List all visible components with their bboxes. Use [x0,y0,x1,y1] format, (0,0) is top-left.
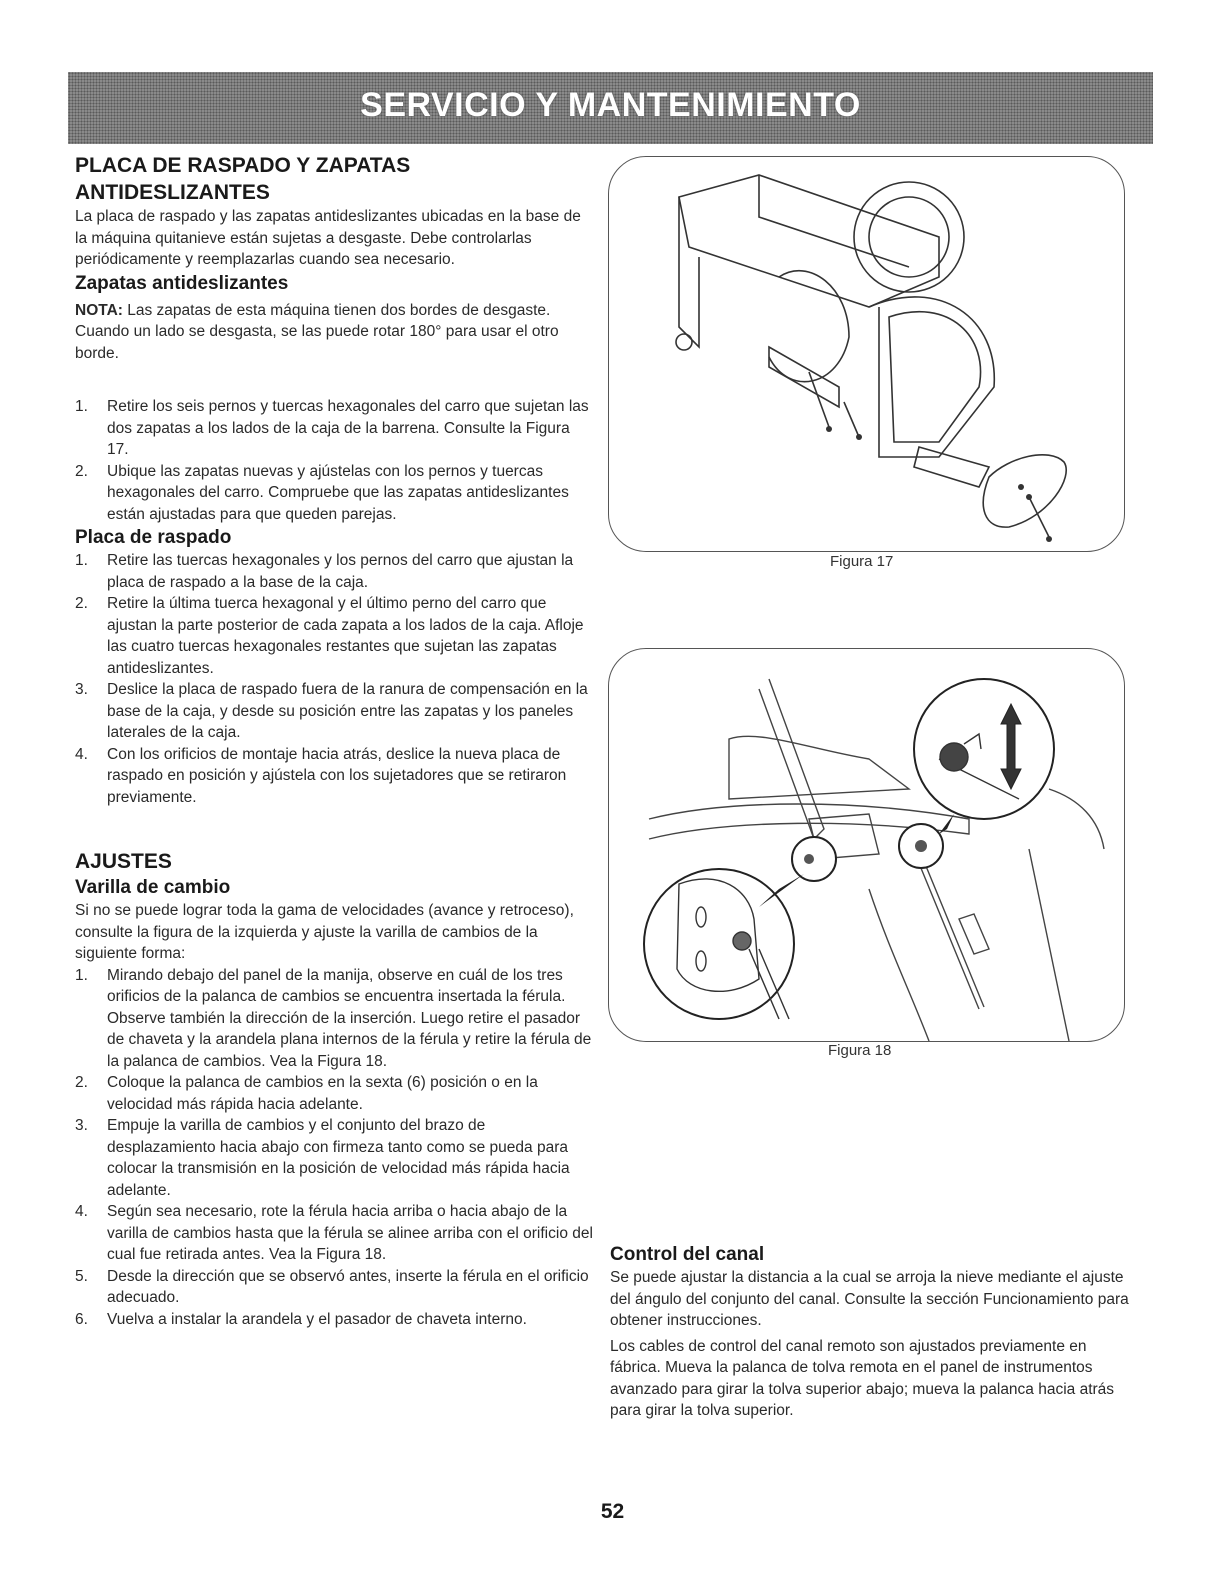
section-title-adjustments: AJUSTES [75,850,172,873]
list-item: 1. Retire los seis pernos y tuercas hexagonales del carro que sujetan las dos zapatas a los lados de la caja de la barrena. Consulte la Figura 17. [75,398,589,458]
note-label: NOTA: [75,301,123,319]
subsection-title-shift-rod: Varilla de cambio [75,877,231,898]
chute-control-para-2: Los cables de control del canal remoto son ajustados previamente en fábrica. Mueva la palanca de tolva remota en el panel de instrumentos avanzado para girar la tolva superior abajo; mueva la palanca hacia atrás para girar la tolva superior. [610,1337,1115,1419]
skid-shoe-steps [75,396,593,525]
note-paragraph [75,300,593,365]
list-item: 2. Ubique las zapatas nuevas y ajústelas con los pernos y tuercas hexagonales del carro. Compruebe que las zapatas antideslizantes están ajustadas para que queden parejas. [75,462,569,523]
figure-17-caption: Figura 17 [830,553,894,570]
list-item: 3. Empuje la varilla de cambios y el conjunto del brazo de desplazamiento hacia abajo con firmeza tanto como se pueda para colocar la transmisión en la posición de velocidad más rápida hacia adelante. [75,1117,570,1199]
list-item: 2. Coloque la palanca de cambios en la sexta (6) posición o en la velocidad más rápida hacia adelante. [75,1074,538,1113]
banner-title: SERVICIO Y MANTENIMIENTO [360,86,861,124]
subsection-title-chute-control: Control del canal [610,1244,765,1265]
figure-18-shift-rod [608,648,1125,1042]
list-item: 1. Retire las tuercas hexagonales y los pernos del carro que ajustan la placa de raspado a la base de la caja. [75,552,574,591]
subsection-title-scraper-plate: Placa de raspado [75,527,232,548]
section-title-scraper: PLACA DE RASPADO Y ZAPATAS [75,154,411,177]
shift-rod-illustration [609,649,1124,1041]
list-item: 4. Con los orificios de montaje hacia atrás, deslice la nueva placa de raspado en posición y ajústela con los sujetadores que se retiraron previamente. [75,745,567,806]
list-item: 6. Vuelva a instalar la arandela y el pasador de chaveta interno. [75,1310,527,1328]
right-column [610,1242,1130,1422]
chute-control-para-1: Se puede ajustar la distancia a la cual se arroja la nieve mediante el ajuste del ángulo del conjunto del canal. Consulte la sección Funcionamiento para obtener instrucciones. [610,1269,1129,1329]
page-number: 52 [600,1500,625,1523]
list-item: 4. Según sea necesario, rote la férula hacia arriba o hacia abajo de la varilla de cambios hasta que la férula se alinee arriba con el orificio del cual fue retirada antes. Vea la Figura 18. [75,1203,593,1263]
section-banner [68,72,1153,144]
shift-rod-intro: Si no se puede lograr toda la gama de velocidades (avance y retroceso), consulte la figura de la izquierda y ajuste la varilla de cambios de la siguiente forma: [75,902,574,962]
auger-housing-illustration [609,157,1124,551]
list-item: 2. Retire la última tuerca hexagonal y el último perno del carro que ajustan la parte posterior de cada zapata a los lados de la caja. Afloje las cuatro tuercas hexagonales restantes que sujetan las zapatas antideslizantes. [75,595,584,677]
section-title-scraper-line2: ANTIDESLIZANTES [75,181,270,204]
figure-18-caption: Figura 18 [828,1042,892,1059]
figure-17-auger-housing [608,156,1125,552]
note-text: Las zapatas de esta máquina tienen dos bordes de desgaste. Cuando un lado se desgasta, se las puede rotar 180° para usar el otro borde. [75,301,559,362]
left-column [75,152,593,1330]
list-item: 3. Deslice la placa de raspado fuera de la ranura de compensación en la base de la caja, y desde su posición entre las zapatas y los paneles laterales de la caja. [75,681,588,741]
list-item: 5. Desde la dirección que se observó antes, inserte la férula en el orificio adecuado. [75,1267,589,1306]
list-item: 1. Mirando debajo del panel de la manija, observe en cuál de los tres orificios de la palanca de cambios se encuentra insertada la férula. Observe también la dirección de la inserción. Luego retire el pasador de chaveta y la arandela plana internos de la férula y retire la férula de la palanca de cambios. Vea la Figura 18. [75,966,592,1070]
section-intro: La placa de raspado y las zapatas antideslizantes ubicadas en la base de la máquina quitanieve están sujetas a desgaste. Debe controlarlas periódicamente y reemplazarlas cuando sea necesario. [75,208,581,268]
shift-rod-steps [75,965,593,1331]
scraper-plate-steps [75,550,593,808]
subsection-title-skid-shoes: Zapatas antideslizantes [75,272,289,294]
